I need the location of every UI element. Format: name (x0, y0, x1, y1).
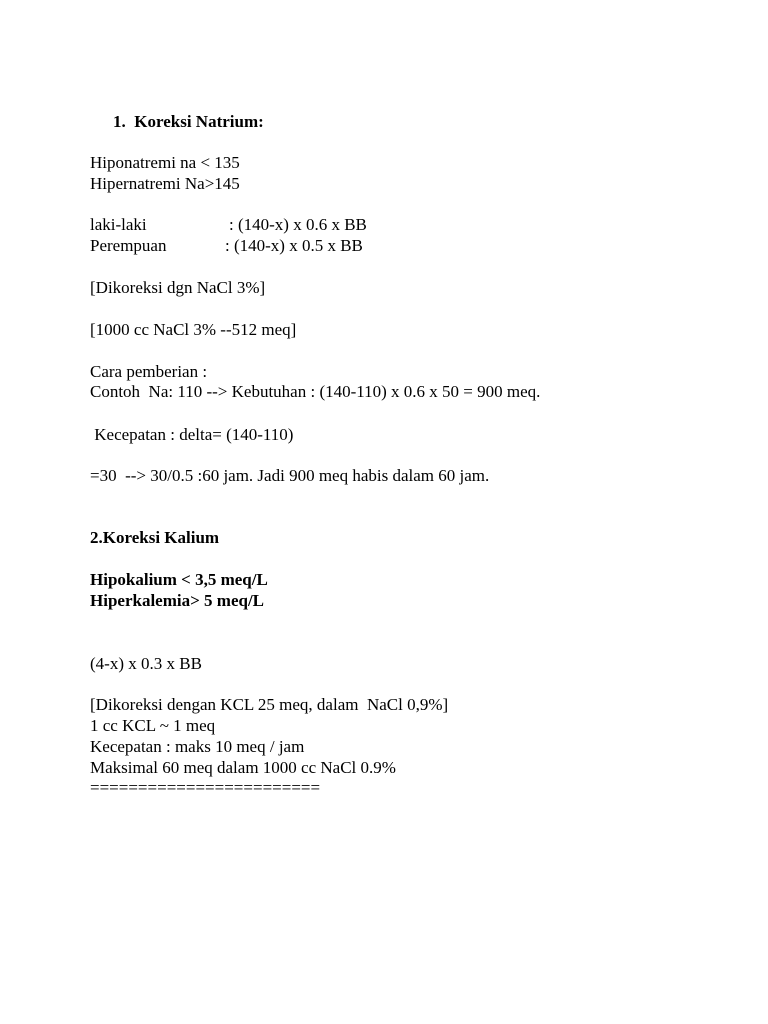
hypernatremia-line: Hipernatremi Na>145 (90, 174, 240, 193)
kalium-speed: Kecepatan : maks 10 meq / jam (90, 737, 305, 756)
kalium-formula: (4-x) x 0.3 x BB (90, 654, 202, 673)
section1-title: Koreksi Natrium: (134, 112, 264, 131)
natrium-example: Contoh Na: 110 --> Kebutuhan : (140-110) x 0.6 x 50 = 900 meq. (90, 382, 541, 401)
nacl-note: [1000 cc NaCl 3% --512 meq] (90, 320, 297, 339)
female-formula: : (140-x) x 0.5 x BB (225, 236, 363, 255)
natrium-speed: Kecepatan : delta= (140-110) (90, 425, 294, 444)
natrium-result: =30 --> 30/0.5 :60 jam. Jadi 900 meq habis dalam 60 jam. (90, 466, 490, 485)
separator-line: ======================== (90, 778, 321, 797)
section1-number: 1. (113, 112, 126, 131)
hyperkalemia-line: Hiperkalemia> 5 meq/L (90, 591, 265, 610)
male-label: laki-laki (90, 215, 147, 234)
kcl-equivalence: 1 cc KCL ~ 1 meq (90, 716, 216, 735)
female-label: Perempuan (90, 236, 167, 255)
administration-title: Cara pemberian : (90, 362, 208, 381)
section1-heading (113, 112, 264, 132)
kalium-max: Maksimal 60 meq dalam 1000 cc NaCl 0.9% (90, 758, 396, 777)
kalium-correction-note: [Dikoreksi dengan KCL 25 meq, dalam NaCl 0,9%] (90, 695, 449, 714)
male-formula: : (140-x) x 0.6 x BB (229, 215, 367, 234)
natrium-correction-note: [Dikoreksi dgn NaCl 3%] (90, 278, 266, 297)
section2-title: 2.Koreksi Kalium (90, 528, 220, 547)
female-formula-line (90, 236, 166, 256)
male-formula-line (90, 215, 147, 235)
hyponatremia-line: Hiponatremi na < 135 (90, 153, 240, 172)
hypokalemia-line: Hipokalium < 3,5 meq/L (90, 570, 268, 589)
